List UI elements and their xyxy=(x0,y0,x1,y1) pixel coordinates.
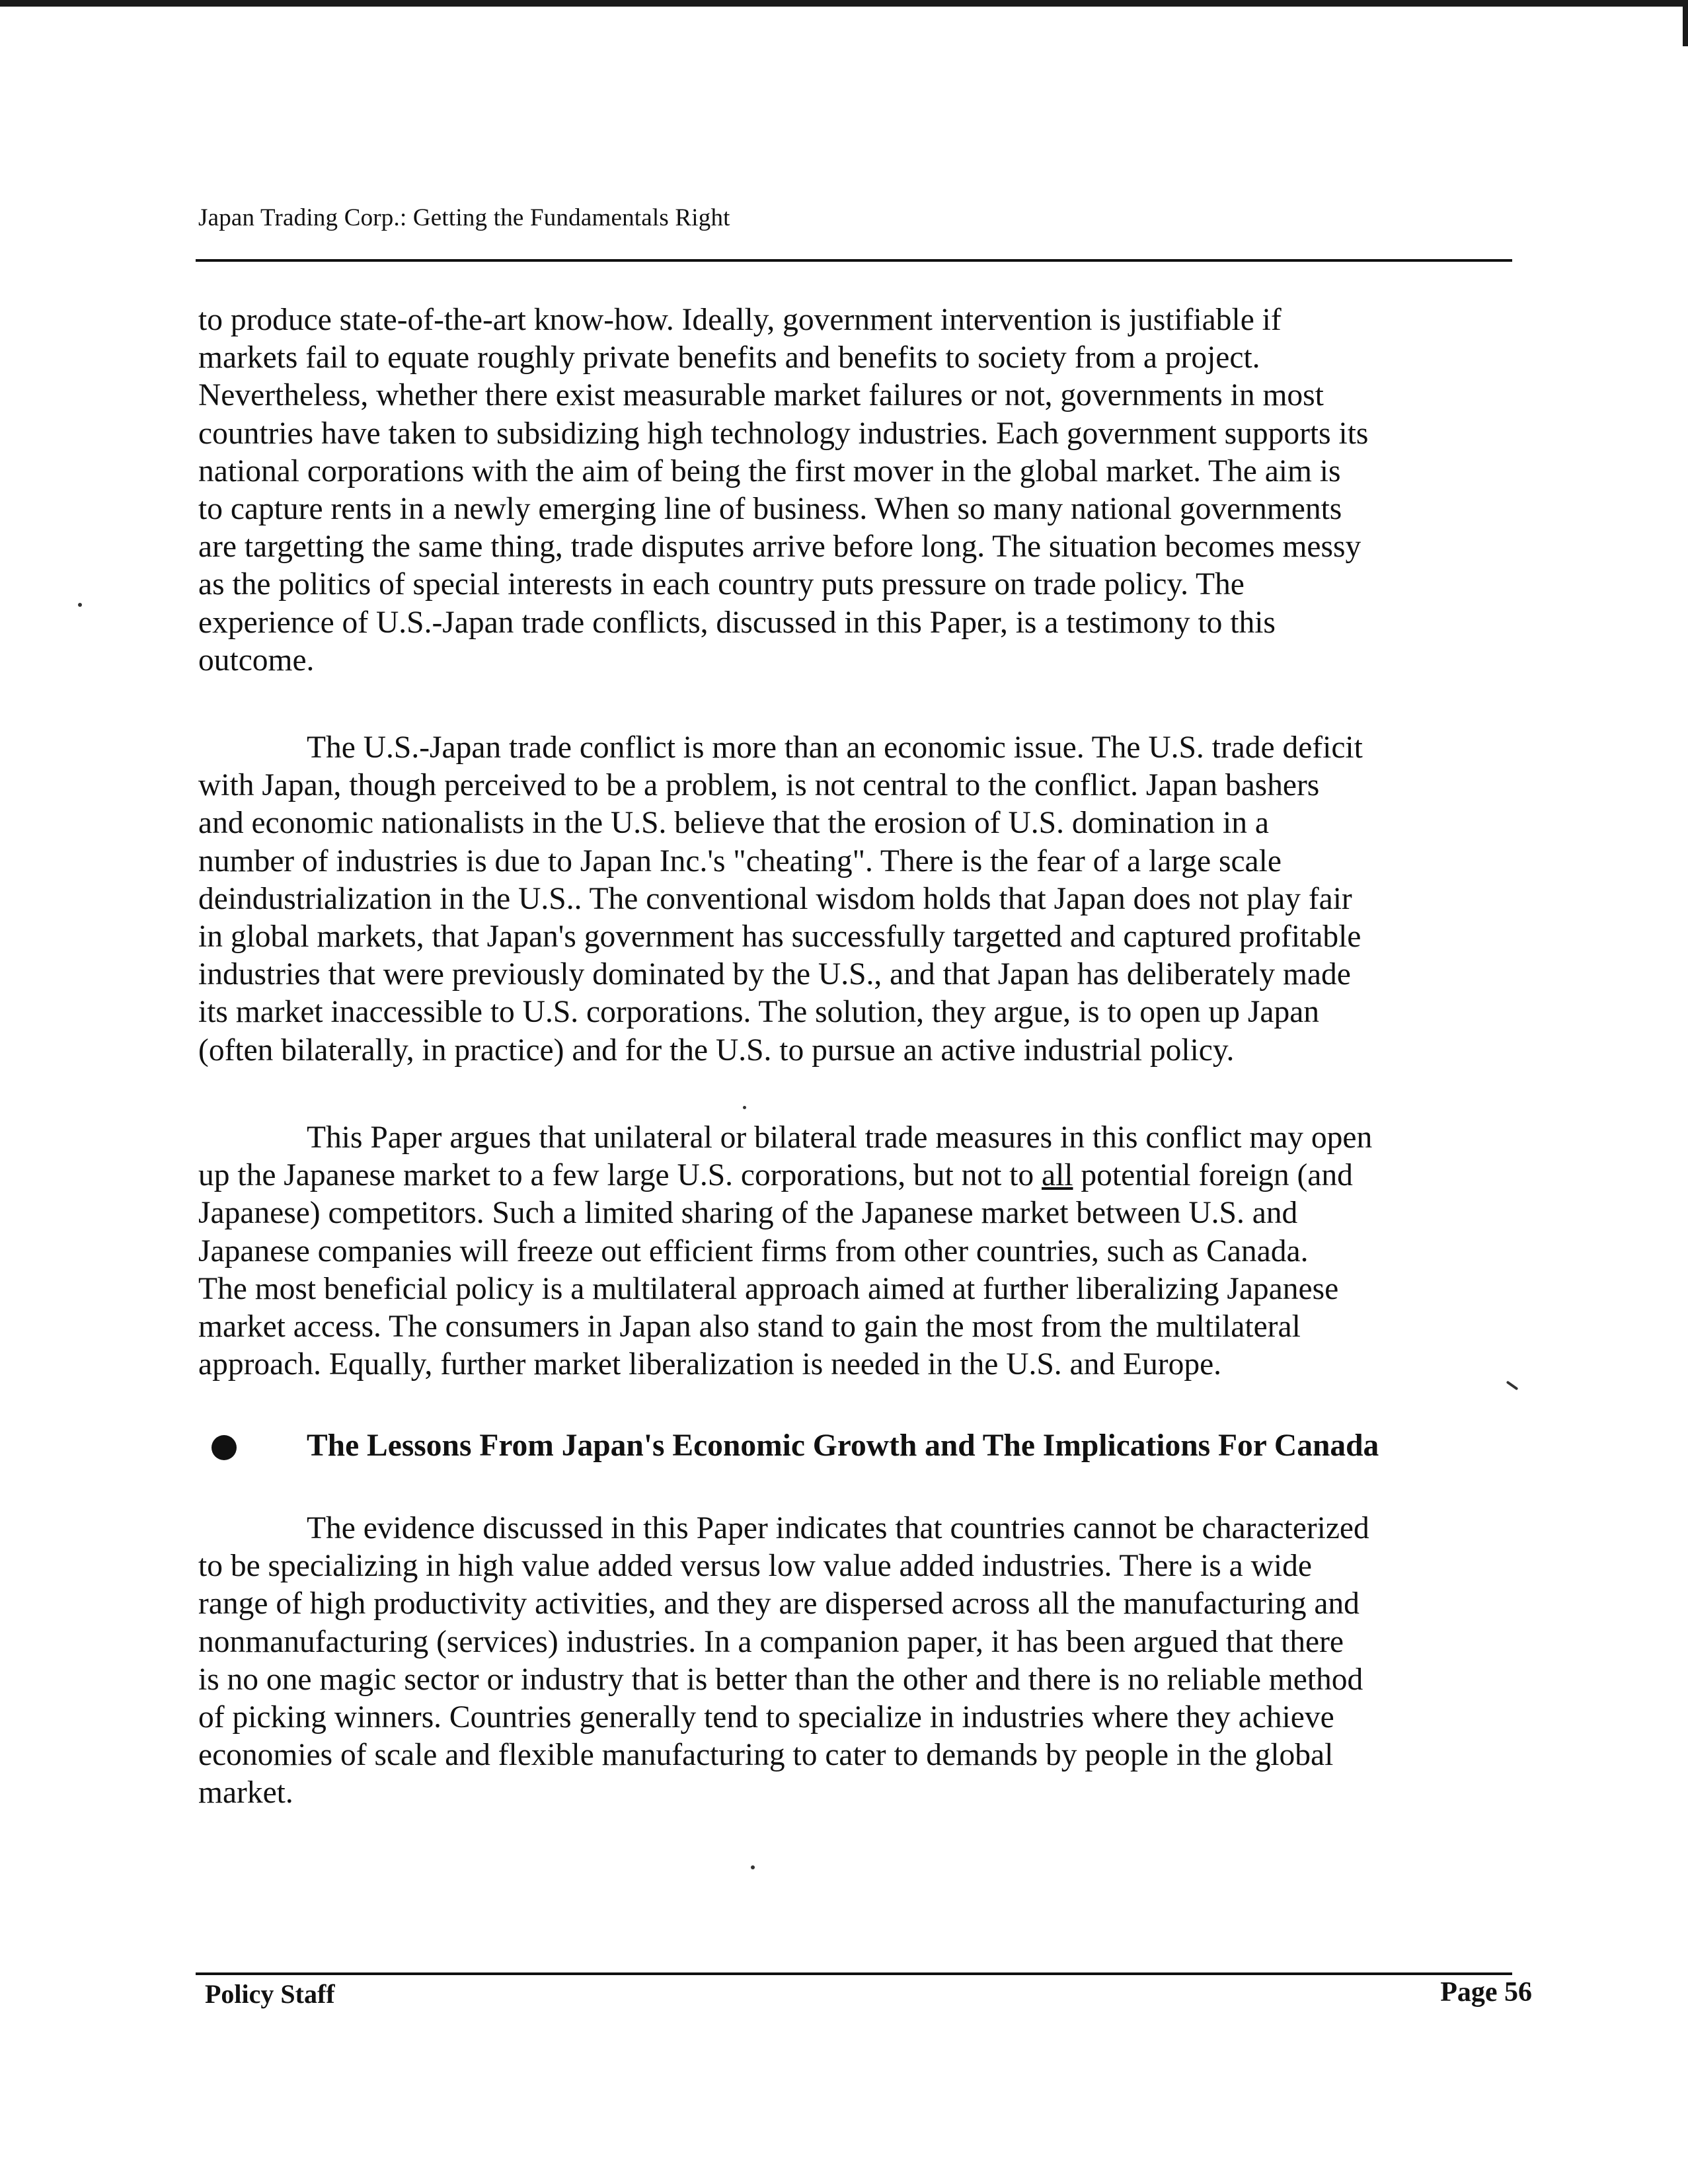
text-line: Japanese companies will freeze out efficient firms from other countries, such as Canada. xyxy=(198,1233,1309,1268)
text-line: nonmanufacturing (services) industries. In a companion paper, it has been argued that there xyxy=(198,1624,1344,1659)
header-rule xyxy=(196,259,1512,262)
scan-speck xyxy=(743,1106,746,1109)
text-line: Nevertheless, whether there exist measurable market failures or not, governments in most xyxy=(198,378,1324,413)
text-line: countries have taken to subsidizing high technology industries. Each government supports its xyxy=(198,416,1369,451)
bullet-icon xyxy=(211,1435,237,1460)
text-line: deindustrialization in the U.S.. The conventional wisdom holds that Japan does not play fair xyxy=(198,881,1352,916)
running-header: Japan Trading Corp.: Getting the Fundamentals Right xyxy=(198,204,730,231)
text-line: is no one magic sector or industry that is better than the other and there is no reliable method xyxy=(198,1662,1363,1697)
text-line: of picking winners. Countries generally tend to specialize in industries where they achieve xyxy=(198,1700,1334,1735)
scan-speck xyxy=(78,603,82,607)
text-line xyxy=(198,1157,1540,1194)
text-line: as the politics of special interests in each country puts pressure on trade policy. The xyxy=(198,567,1245,602)
paragraph-4 xyxy=(198,1510,1540,1813)
text-line: Japanese) competitors. Such a limited sharing of the Japanese market between U.S. and xyxy=(198,1196,1298,1231)
text-line: number of industries is due to Japan Inc.'s "cheating". There is the fear of a large scale xyxy=(198,843,1282,878)
text-line: market access. The consumers in Japan also stand to gain the most from the multilateral xyxy=(198,1309,1301,1345)
text-line: outcome. xyxy=(198,643,315,678)
text-line: (often bilaterally, in practice) and for the U.S. to pursue an active industrial policy. xyxy=(198,1033,1235,1068)
text-line: economies of scale and flexible manufacturing to cater to demands by people in the global xyxy=(198,1738,1334,1773)
scan-speck xyxy=(751,1865,755,1869)
text-line: and economic nationalists in the U.S. believe that the erosion of U.S. domination in a xyxy=(198,806,1269,841)
paragraph-2 xyxy=(198,729,1540,1070)
text-line: are targetting the same thing, trade disputes arrive before long. The situation becomes messy xyxy=(198,529,1362,565)
text-line: national corporations with the aim of being the first mover in the global market. The aim is xyxy=(198,453,1341,488)
text-line: to produce state-of-the-art know-how. Ideally, government intervention is justifiable if xyxy=(198,303,1282,337)
text-line: This Paper argues that unilateral or bilateral trade measures in this conflict may open xyxy=(307,1120,1373,1155)
text-line: in global markets, that Japan's government has successfully targetted and captured profitable xyxy=(198,919,1362,955)
text-line: approach. Equally, further market liberalization is needed in the U.S. and Europe. xyxy=(198,1347,1222,1382)
text-line: The U.S.-Japan trade conflict is more than an economic issue. The U.S. trade deficit xyxy=(307,730,1363,765)
text-line: experience of U.S.-Japan trade conflicts, discussed in this Paper, is a testimony to this xyxy=(198,605,1276,640)
scan-border-right xyxy=(1683,0,1688,46)
footer-rule xyxy=(196,1972,1512,1975)
text-line: to be specializing in high value added versus low value added industries. There is a wide xyxy=(198,1549,1312,1584)
text-line: range of high productivity activities, and they are dispersed across all the manufacturing and xyxy=(198,1586,1360,1621)
paragraph-1 xyxy=(198,301,1540,680)
scan-border-top xyxy=(0,0,1688,7)
text-line: industries that were previously dominated by the U.S., and that Japan has deliberately made xyxy=(198,957,1351,992)
section-heading: The Lessons From Japan's Economic Growth and The Implications For Canada xyxy=(307,1428,1379,1463)
underlined-word: all xyxy=(1042,1158,1073,1193)
text-line: markets fail to equate roughly private benefits and benefits to society from a project. xyxy=(198,340,1260,375)
paragraph-3 xyxy=(198,1119,1540,1384)
text-line: to capture rents in a newly emerging line of business. When so many national governments xyxy=(198,492,1342,527)
text-line: market. xyxy=(198,1775,293,1811)
text-line: its market inaccessible to U.S. corporations. The solution, they argue, is to open up Japan xyxy=(198,995,1320,1030)
footer-author: Policy Staff xyxy=(205,1979,335,2009)
page-number: Page 56 xyxy=(1440,1977,1532,2008)
text-segment: potential foreign (and xyxy=(1073,1158,1353,1193)
text-line: with Japan, though perceived to be a problem, is not central to the conflict. Japan bashers xyxy=(198,768,1320,803)
text-segment: up the Japanese market to a few large U.S. corporations, but not to xyxy=(198,1158,1042,1193)
text-line: The most beneficial policy is a multilateral approach aimed at further liberalizing Japanese xyxy=(198,1271,1339,1306)
text-line: The evidence discussed in this Paper indicates that countries cannot be characterized xyxy=(307,1511,1369,1545)
